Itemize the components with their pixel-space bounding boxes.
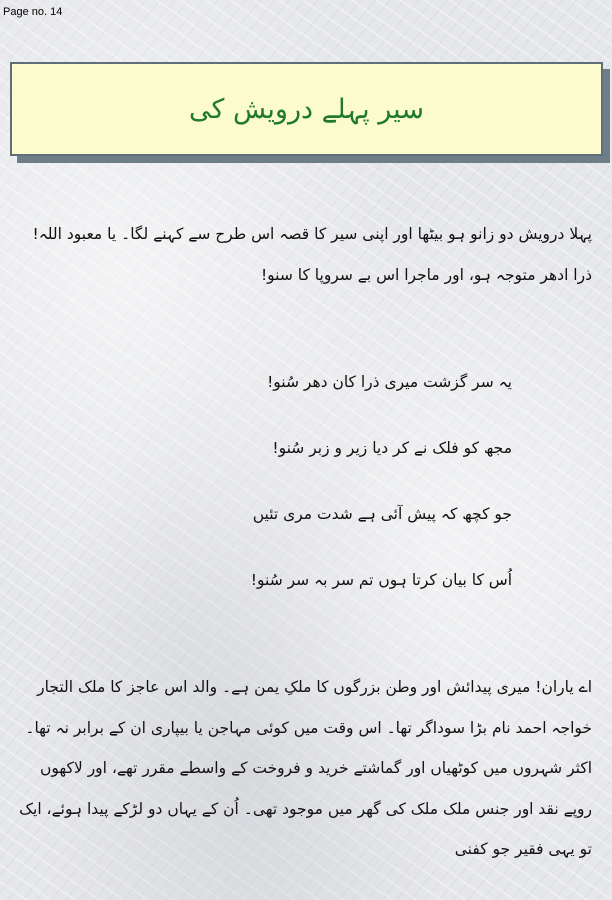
poem-verse: اُس کا بیان کرتا ہوں تم سر بہ سر سُنو! [250, 571, 512, 589]
story-text: اے یاران! میری پیدائش اور وطن بزرگوں کا ملکِ یمن ہے۔ والد اس عاجز کا ملک التجار خواجہ احمد نام بڑا سوداگر تھا۔ اس وقت میں کوئی مہاجن یا بیپاری ان کے برابر نہ تھا۔ اکثر شہروں میں کوٹھیاں اور گماشتے خرید و فروخت کے واسطے مقرر تھے، اور لاکھوں روپے نقد اور جنس ملک ملک کی گھر میں موجود تھی۔ اُن کے یہاں دو لڑکے پیدا ہوئے، ایک تو یہی فقیر جو کفنی [19, 678, 592, 858]
intro-text: پہلا درویش دو زانو ہو بیٹھا اور اپنی سیر کا قصہ اس طرح سے کہنے لگا۔ یا معبود اللہ! ذرا ادھر متوجہ ہو، اور ماجرا اس بے سروپا کا سنو! [32, 225, 592, 284]
chapter-title-box [10, 62, 603, 156]
poem-verse: جو کچھ کہ پیش آئی ہے شدت مری تئیں [252, 505, 512, 523]
page-number: Page no. 14 [3, 6, 63, 18]
poem [12, 367, 512, 631]
intro-paragraph [12, 214, 592, 296]
story-paragraph [12, 667, 592, 870]
poem-verse: یہ سر گزشت میری ذرا کان دھر سُنو! [267, 373, 512, 391]
poem-verse: مجھ کو فلک نے کر دیا زیر و زبر سُنو! [272, 439, 512, 457]
chapter-title: سیر پہلے درویش کی [189, 93, 424, 125]
